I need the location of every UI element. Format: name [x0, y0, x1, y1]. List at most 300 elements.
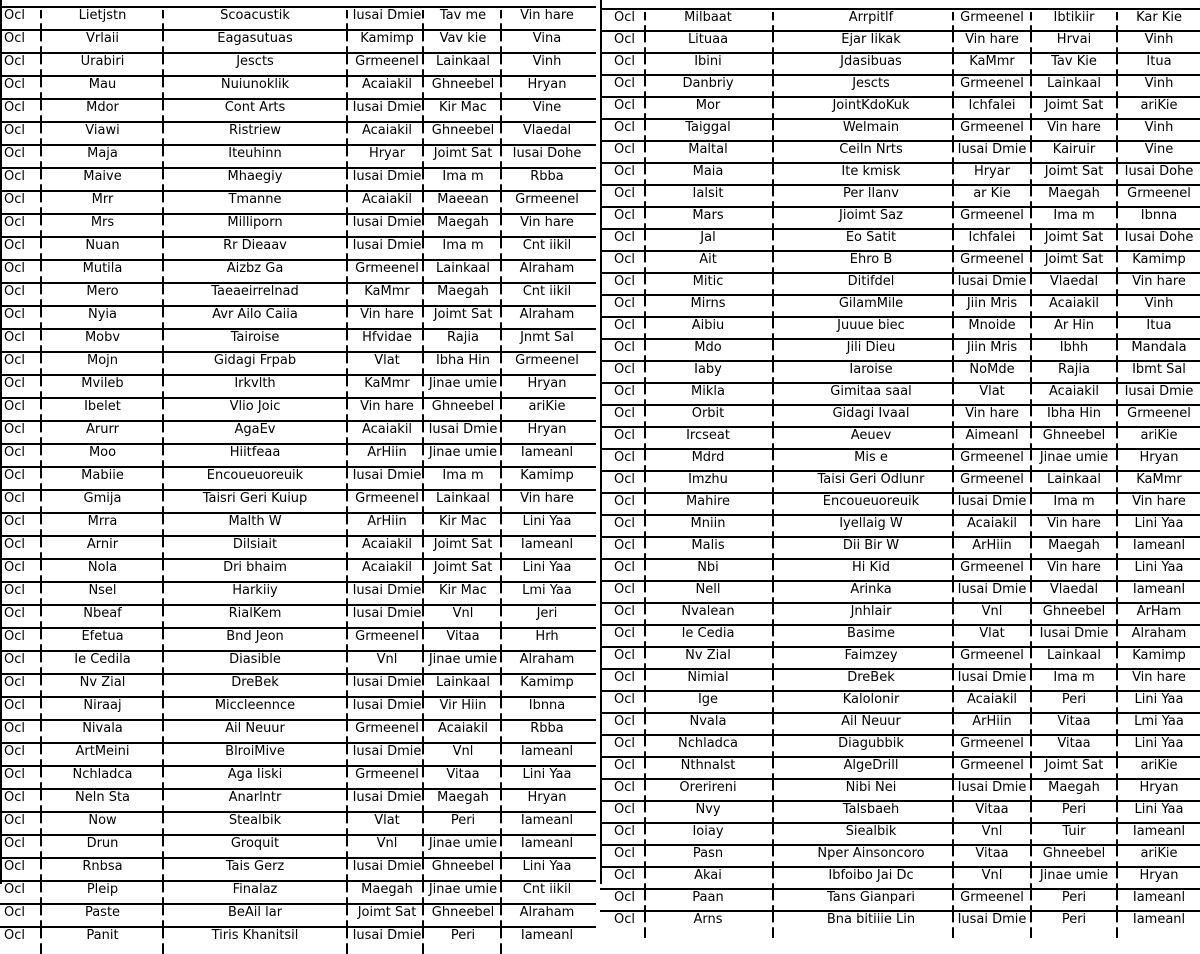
table-cell: Ocl — [614, 539, 635, 552]
table-cell: Jinae umie — [428, 837, 498, 850]
table-cell: Ocl — [4, 492, 25, 505]
table-cell: Panit — [86, 929, 119, 942]
table-row — [0, 558, 596, 581]
table-cell: Arns — [693, 913, 723, 926]
table-row — [0, 282, 596, 305]
table-cell: Rr Dieaav — [223, 239, 287, 252]
table-cell: Ibmt Sal — [1132, 363, 1186, 376]
table-cell: KaMmr — [969, 55, 1015, 68]
table-cell: Efetua — [81, 630, 124, 643]
table-cell: Talsbaeh — [842, 803, 900, 816]
table-cell: Hrvai — [1056, 33, 1092, 46]
table-cell: Aimeanl — [965, 429, 1019, 442]
table-cell: Iusai Dmie — [352, 676, 422, 689]
table-cell: Eo Satit — [845, 231, 897, 244]
table-cell: KaMmr — [1136, 473, 1182, 486]
table-row — [600, 52, 1200, 74]
table-row — [0, 742, 596, 765]
table-cell: Iusai Dohe — [512, 147, 582, 160]
table-cell: Ichfalei — [968, 231, 1016, 244]
table-row — [600, 514, 1200, 536]
table-cell: Dri bhaim — [223, 561, 287, 574]
column-separator — [422, 930, 424, 954]
table-cell: Iteuhinn — [228, 147, 282, 160]
table-row — [0, 903, 596, 926]
table-cell: Ocl — [4, 630, 25, 643]
table-cell: Ditifdel — [847, 275, 895, 288]
table-cell: Ocl — [4, 929, 25, 942]
table-cell: Mrs — [90, 216, 115, 229]
table-cell: Bna bitiiie Lin — [826, 913, 916, 926]
table-cell: Iusai Dmie — [352, 239, 422, 252]
table-cell: Mrra — [87, 515, 118, 528]
table-cell: Urabiri — [80, 55, 125, 68]
table-cell: Ocl — [614, 495, 635, 508]
table-cell: Grmeenel — [515, 354, 579, 367]
table-cell: Vina — [532, 32, 562, 45]
table-cell: DreBek — [231, 676, 279, 689]
table-cell: Acaiakil — [361, 124, 413, 137]
table-cell: Ocl — [4, 9, 25, 22]
table-cell: Peri — [450, 814, 476, 827]
table-cell: Mdrd — [691, 451, 725, 464]
table-row — [600, 844, 1200, 866]
table-cell: Maive — [83, 170, 122, 183]
table-cell: Tmanne — [228, 193, 282, 206]
table-cell: Rajia — [447, 331, 479, 344]
table-cell: Mdor — [86, 101, 119, 114]
table-cell: Vine — [1144, 143, 1174, 156]
table-cell: Ocl — [4, 860, 25, 873]
table-cell: Nvalean — [681, 605, 735, 618]
table-cell: Vin hare — [965, 407, 1019, 420]
table-cell: Ima m — [1053, 209, 1095, 222]
table-row — [0, 880, 596, 903]
table-cell: Vin hare — [1047, 121, 1101, 134]
table-cell: Ocl — [614, 99, 635, 112]
table-cell: Ocl — [614, 121, 635, 134]
table-cell: Iameanl — [520, 446, 574, 459]
table-cell: ariKie — [1140, 429, 1178, 442]
table-row — [0, 581, 596, 604]
table-cell: Irkvlth — [234, 377, 276, 390]
table-cell: Ejar Iikak — [841, 33, 901, 46]
table-row — [600, 96, 1200, 118]
table-cell: Lmi Yaa — [1134, 715, 1184, 728]
table-row — [600, 228, 1200, 250]
table-cell: Iusai Dmie — [957, 275, 1027, 288]
table-row — [0, 489, 596, 512]
table-cell: Grmeenel — [515, 193, 579, 206]
table-cell: Ocl — [614, 385, 635, 398]
table-cell: Grmeenel — [960, 561, 1024, 574]
table-cell: Gmija — [83, 492, 122, 505]
table-cell: NoMde — [969, 363, 1015, 376]
table-cell: Hryan — [527, 78, 567, 91]
table-cell: Welmain — [842, 121, 900, 134]
table-cell: Vlaedal — [1049, 583, 1099, 596]
table-row — [600, 140, 1200, 162]
table-row — [0, 236, 596, 259]
table-cell: Nthnalst — [680, 759, 736, 772]
table-row — [600, 206, 1200, 228]
table-row — [600, 778, 1200, 800]
table-cell: Iameanl — [520, 929, 574, 942]
table-cell: Ocl — [614, 913, 635, 926]
table-row — [0, 98, 596, 121]
table-cell: DreBek — [847, 671, 895, 684]
table-cell: Siealbik — [845, 825, 897, 838]
table-cell: Ocl — [614, 231, 635, 244]
table-cell: Grmeenel — [355, 630, 419, 643]
table-cell: Drun — [86, 837, 119, 850]
table-cell: Grmeenel — [960, 473, 1024, 486]
right-table — [600, 8, 1200, 932]
table-cell: Grmeenel — [960, 11, 1024, 24]
table-cell: Miccleennce — [214, 699, 296, 712]
table-row — [0, 696, 596, 719]
table-cell: Aizbz Ga — [226, 262, 284, 275]
table-cell: Tav me — [439, 9, 487, 22]
table-cell: Ghneebel — [431, 860, 495, 873]
table-cell: Jinae umie — [428, 377, 498, 390]
table-cell: Ocl — [614, 77, 635, 90]
table-cell: Acaiakil — [966, 517, 1018, 530]
table-row — [0, 650, 596, 673]
table-cell: Ocl — [614, 781, 635, 794]
table-cell: Hi Kid — [852, 561, 890, 574]
table-row — [0, 144, 596, 167]
table-cell: Ocl — [614, 649, 635, 662]
table-cell: Kir Mac — [439, 101, 487, 114]
table-cell: Alraham — [519, 308, 575, 321]
table-cell: Arurr — [86, 423, 119, 436]
table-row — [0, 259, 596, 282]
table-cell: Joimt Sat — [357, 906, 417, 919]
table-cell: Nimial — [687, 671, 729, 684]
table-cell: Iusai Dmie — [1039, 627, 1109, 640]
table-cell: Ocl — [614, 473, 635, 486]
table-cell: Cont Arts — [224, 101, 286, 114]
table-cell: Rbba — [530, 170, 564, 183]
table-cell: Ghneebel — [1042, 605, 1106, 618]
column-separator — [772, 914, 774, 938]
column-separator — [346, 930, 348, 954]
table-cell: Hryan — [527, 423, 567, 436]
table-cell: Ima m — [442, 239, 484, 252]
table-cell: Tiris Khanitsil — [211, 929, 299, 942]
table-cell: Ocl — [614, 209, 635, 222]
table-cell: Alraham — [519, 906, 575, 919]
table-cell: Nv Zial — [685, 649, 731, 662]
table-cell: Hryar — [368, 147, 406, 160]
table-cell: Vinh — [1144, 121, 1174, 134]
table-cell: Acaiakil — [1048, 297, 1100, 310]
table-cell: Hryan — [527, 377, 567, 390]
table-cell: ArHiin — [972, 715, 1012, 728]
table-cell: Iameanl — [1132, 583, 1186, 596]
table-cell: BeAil lar — [227, 906, 283, 919]
table-cell: Grmeenel — [960, 451, 1024, 464]
table-cell: Vlaedal — [522, 124, 572, 137]
table-row — [0, 811, 596, 834]
table-cell: Mars — [692, 209, 724, 222]
table-cell: Ocl — [614, 517, 635, 530]
table-cell: Lini Yaa — [1134, 803, 1184, 816]
table-cell: Iusai Dmie — [352, 745, 422, 758]
table-cell: Grmeenel — [1127, 407, 1191, 420]
table-cell: Ibelet — [84, 400, 121, 413]
table-cell: Ocl — [614, 407, 635, 420]
table-row — [0, 627, 596, 650]
table-cell: Jescts — [852, 77, 890, 90]
table-cell: Ocl — [4, 906, 25, 919]
table-cell: Ocl — [614, 737, 635, 750]
table-cell: Iameanl — [520, 837, 574, 850]
table-cell: Ima m — [442, 170, 484, 183]
table-cell: Mdo — [694, 341, 722, 354]
table-cell: KaMmr — [364, 377, 410, 390]
table-cell: Lainkaal — [1047, 649, 1101, 662]
table-cell: Tuir — [1062, 825, 1086, 838]
table-cell: Acaiakil — [361, 538, 413, 551]
table-cell: Ocl — [4, 400, 25, 413]
table-row — [600, 404, 1200, 426]
table-cell: Vnl — [981, 605, 1003, 618]
table-cell: Acaiakil — [361, 78, 413, 91]
table-cell: Itua — [1146, 319, 1172, 332]
table-row — [600, 250, 1200, 272]
table-cell: Ristriew — [228, 124, 282, 137]
table-cell: Ocl — [4, 607, 25, 620]
table-cell: Lini Yaa — [1134, 693, 1184, 706]
table-cell: Taisri Geri Kuiup — [202, 492, 308, 505]
table-row — [600, 294, 1200, 316]
table-cell: Ocl — [4, 584, 25, 597]
table-cell: Hryan — [527, 791, 567, 804]
table-cell: Jioimt Saz — [839, 209, 903, 222]
table-cell: Kairuir — [1052, 143, 1096, 156]
table-cell: Viawi — [85, 124, 120, 137]
table-cell: Acaiakil — [1048, 385, 1100, 398]
table-cell: Vitaa — [975, 803, 1009, 816]
table-cell: ArtMeini — [75, 745, 130, 758]
table-cell: Grmeenel — [960, 253, 1024, 266]
table-cell: Grmeenel — [960, 77, 1024, 90]
table-cell: Anarlntr — [228, 791, 282, 804]
table-cell: Vine — [532, 101, 562, 114]
table-cell: Rnbsa — [82, 860, 123, 873]
table-cell: Lini Yaa — [1134, 517, 1184, 530]
table-cell: Jdasibuas — [840, 55, 902, 68]
table-cell: Eagasutuas — [217, 32, 293, 45]
table-cell: Ibha Hin — [435, 354, 491, 367]
table-cell: Lainkaal — [436, 55, 490, 68]
table-cell: Ocl — [614, 627, 635, 640]
table-cell: Iusai Dmie — [957, 913, 1027, 926]
table-cell: Jescts — [236, 55, 274, 68]
table-cell: Nyia — [88, 308, 117, 321]
table-cell: Vnl — [452, 607, 474, 620]
table-cell: Vin hare — [360, 308, 414, 321]
table-cell: Kamimp — [1132, 253, 1186, 266]
table-cell: ariKie — [528, 400, 566, 413]
table-cell: Rbba — [530, 722, 564, 735]
table-cell: ariKie — [1140, 847, 1178, 860]
table-cell: Ocl — [614, 891, 635, 904]
table-row — [600, 734, 1200, 756]
table-cell: Lituaa — [687, 33, 729, 46]
table-cell: Jinae umie — [1039, 451, 1109, 464]
table-cell: Juuue biec — [837, 319, 905, 332]
table-cell: Ie Cedila — [74, 653, 131, 666]
table-cell: Grmeenel — [355, 768, 419, 781]
table-cell: Cnt iikil — [522, 239, 572, 252]
table-cell: Ocl — [4, 446, 25, 459]
column-separator — [1116, 914, 1118, 938]
table-cell: Ibhh — [1059, 341, 1089, 354]
table-cell: Encoueuoreuik — [822, 495, 920, 508]
table-cell: Ocl — [4, 124, 25, 137]
table-cell: Aga Iiski — [227, 768, 283, 781]
table-cell: Nbi — [697, 561, 719, 574]
table-cell: Peri — [1061, 891, 1087, 904]
table-cell: Ocl — [4, 653, 25, 666]
table-cell: Grmeenel — [960, 891, 1024, 904]
table-cell: Joimt Sat — [1044, 99, 1104, 112]
table-cell: Ocl — [4, 55, 25, 68]
table-row — [600, 360, 1200, 382]
table-cell: Iusai Dmie — [352, 9, 422, 22]
table-cell: Orerireni — [679, 781, 737, 794]
table-cell: Iameanl — [1132, 891, 1186, 904]
table-cell: Nuiunoklik — [220, 78, 290, 91]
left-table — [0, 6, 596, 949]
table-cell: Itua — [1146, 55, 1172, 68]
table-cell: Jal — [700, 231, 716, 244]
table-cell: Vitaa — [1057, 737, 1091, 750]
table-cell: Peri — [1061, 693, 1087, 706]
table-cell: Harkiiy — [232, 584, 278, 597]
table-cell: Vnl — [376, 653, 398, 666]
table-cell: Per llanv — [843, 187, 899, 200]
table-cell: Kar Kie — [1136, 11, 1182, 24]
table-row — [0, 6, 596, 29]
column-separator — [40, 930, 42, 954]
table-cell: Joimt Sat — [1044, 253, 1104, 266]
table-cell: Finalaz — [232, 883, 278, 896]
table-row — [600, 910, 1200, 932]
table-cell: Hryan — [1139, 451, 1179, 464]
table-cell: Jnmt Sal — [520, 331, 574, 344]
table-row — [0, 604, 596, 627]
table-row — [600, 8, 1200, 30]
table-cell: Neln Sta — [74, 791, 131, 804]
table-cell: Grmeenel — [960, 121, 1024, 134]
table-cell: Mutila — [82, 262, 123, 275]
table-cell: Vin hare — [965, 33, 1019, 46]
table-cell: Maegah — [437, 285, 489, 298]
table-cell: Nell — [695, 583, 721, 596]
table-cell: Iaby — [694, 363, 722, 376]
table-cell: Ocl — [614, 759, 635, 772]
table-cell: Vin hare — [1047, 517, 1101, 530]
table-cell: Lini Yaa — [1134, 737, 1184, 750]
table-cell: Ail Neuur — [225, 722, 285, 735]
table-cell: Jinae umie — [428, 653, 498, 666]
table-cell: Mvileb — [81, 377, 124, 390]
table-cell: Vin hare — [1132, 275, 1186, 288]
table-cell: Lini Yaa — [1134, 561, 1184, 574]
table-cell: Vitaa — [446, 630, 480, 643]
table-cell: Nper Ainsoncoro — [817, 847, 925, 860]
table-cell: Ocl — [614, 33, 635, 46]
table-cell: Vin hare — [1132, 671, 1186, 684]
table-cell: Scoacustik — [220, 9, 290, 22]
table-cell: Milbaat — [684, 11, 732, 24]
table-cell: Ocl — [4, 377, 25, 390]
table-cell: Acaiakil — [361, 193, 413, 206]
table-cell: Lini Yaa — [522, 515, 572, 528]
table-cell: Iusai Dmie — [957, 781, 1027, 794]
table-cell: Joimt Sat — [433, 147, 493, 160]
table-cell: Ocl — [4, 423, 25, 436]
table-cell: Ima m — [1053, 671, 1095, 684]
table-row — [600, 690, 1200, 712]
table-cell: Maegah — [1048, 187, 1100, 200]
table-cell: Faimzey — [844, 649, 898, 662]
table-cell: Ocl — [614, 693, 635, 706]
table-cell: Lainkaal — [436, 262, 490, 275]
table-cell: Joimt Sat — [433, 308, 493, 321]
table-cell: Ehro B — [849, 253, 893, 266]
table-row — [0, 167, 596, 190]
table-cell: AgaEv — [234, 423, 276, 436]
table-cell: Ocl — [614, 605, 635, 618]
table-cell: Tans Gianpari — [827, 891, 915, 904]
table-cell: KaMmr — [364, 285, 410, 298]
table-cell: Mis e — [854, 451, 888, 464]
column-separator — [1030, 914, 1032, 938]
table-cell: Ocl — [4, 722, 25, 735]
table-row — [600, 426, 1200, 448]
table-cell: Ocl — [614, 429, 635, 442]
table-cell: Nbeaf — [83, 607, 122, 620]
table-cell: Ocl — [4, 538, 25, 551]
table-cell: Mirns — [690, 297, 726, 310]
table-cell: Nola — [87, 561, 118, 574]
table-row — [0, 121, 596, 144]
table-cell: Iusai Dmie — [428, 423, 498, 436]
table-cell: Taisi Geri Odlunr — [817, 473, 925, 486]
table-row — [0, 305, 596, 328]
table-cell: Vnl — [981, 869, 1003, 882]
table-cell: Gimitaa saal — [830, 385, 912, 398]
table-cell: Stealbik — [228, 814, 282, 827]
table-cell: Jiin Mris — [966, 341, 1018, 354]
table-row — [600, 382, 1200, 404]
table-row — [0, 213, 596, 236]
table-cell: Acaiakil — [437, 722, 489, 735]
table-cell: Ocl — [614, 451, 635, 464]
table-cell: Nivala — [82, 722, 123, 735]
table-cell: Encoueuoreuik — [206, 469, 304, 482]
table-row — [0, 190, 596, 213]
table-cell: Iyellaig W — [839, 517, 903, 530]
table-cell: Aeuev — [850, 429, 892, 442]
table-cell: Nvala — [689, 715, 727, 728]
table-cell: Ocl — [4, 791, 25, 804]
